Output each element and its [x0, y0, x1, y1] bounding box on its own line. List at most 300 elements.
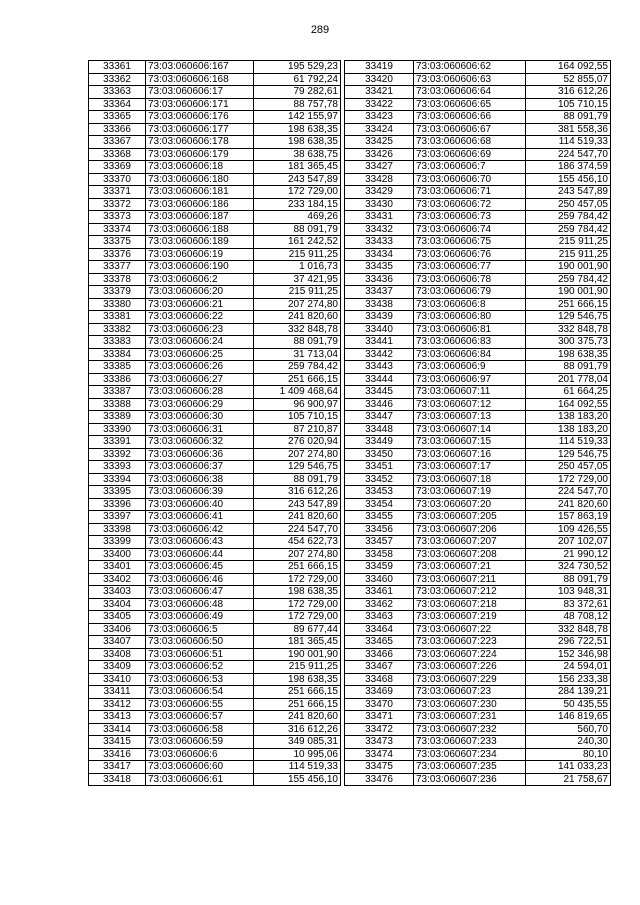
- table-row: [345, 448, 611, 461]
- value-cell: 37 421,95: [254, 273, 341, 286]
- value-cell: 300 375,73: [526, 336, 611, 349]
- value-cell: 215 911,25: [526, 236, 611, 249]
- value-cell: 164 092,55: [526, 398, 611, 411]
- row-number-cell: 33443: [345, 361, 414, 374]
- row-number-cell: 33373: [89, 211, 146, 224]
- table-row: [89, 461, 341, 474]
- value-cell: 259 784,42: [526, 211, 611, 224]
- cadastral-number-cell: 73:03:060606:186: [146, 198, 254, 211]
- cadastral-number-cell: 73:03:060606:181: [146, 186, 254, 199]
- table-row: [345, 248, 611, 261]
- value-cell: 52 855,07: [526, 73, 611, 86]
- row-number-cell: 33409: [89, 661, 146, 674]
- row-number-cell: 33448: [345, 423, 414, 436]
- row-number-cell: 33430: [345, 198, 414, 211]
- value-cell: 114 519,33: [254, 761, 341, 774]
- value-cell: 241 820,60: [526, 498, 611, 511]
- table-row: [345, 561, 611, 574]
- value-cell: 316 612,26: [254, 723, 341, 736]
- table-row: [89, 211, 341, 224]
- value-cell: 141 033,23: [526, 761, 611, 774]
- row-number-cell: 33371: [89, 186, 146, 199]
- value-cell: 243 547,89: [254, 173, 341, 186]
- value-cell: 24 594,01: [526, 661, 611, 674]
- table-row: [345, 661, 611, 674]
- row-number-cell: 33438: [345, 298, 414, 311]
- cadastral-number-cell: 73:03:060607:205: [414, 511, 526, 524]
- table-row: [345, 348, 611, 361]
- table-row: [89, 136, 341, 149]
- value-cell: 87 210,87: [254, 423, 341, 436]
- row-number-cell: 33389: [89, 411, 146, 424]
- row-number-cell: 33382: [89, 323, 146, 336]
- cadastral-number-cell: 73:03:060607:232: [414, 723, 526, 736]
- table-row: [89, 536, 341, 549]
- row-number-cell: 33406: [89, 623, 146, 636]
- row-number-cell: 33402: [89, 573, 146, 586]
- table-row: [345, 473, 611, 486]
- cadastral-number-cell: 73:03:060606:177: [146, 123, 254, 136]
- row-number-cell: 33428: [345, 173, 414, 186]
- row-number-cell: 33472: [345, 723, 414, 736]
- row-number-cell: 33467: [345, 661, 414, 674]
- cadastral-number-cell: 73:03:060607:234: [414, 748, 526, 761]
- row-number-cell: 33457: [345, 536, 414, 549]
- value-cell: 31 713,04: [254, 348, 341, 361]
- cadastral-number-cell: 73:03:060606:27: [146, 373, 254, 386]
- value-cell: 560,70: [526, 723, 611, 736]
- row-number-cell: 33441: [345, 336, 414, 349]
- table-row: [89, 286, 341, 299]
- value-cell: 276 020,94: [254, 436, 341, 449]
- row-number-cell: 33424: [345, 123, 414, 136]
- value-cell: 190 001,90: [254, 648, 341, 661]
- row-number-cell: 33387: [89, 386, 146, 399]
- value-cell: 155 456,10: [254, 773, 341, 786]
- row-number-cell: 33361: [89, 61, 146, 74]
- row-number-cell: 33385: [89, 361, 146, 374]
- row-number-cell: 33412: [89, 698, 146, 711]
- cadastral-number-cell: 73:03:060606:60: [146, 761, 254, 774]
- value-cell: 152 346,98: [526, 648, 611, 661]
- value-cell: 332 848,78: [254, 323, 341, 336]
- table-row: [345, 161, 611, 174]
- cadastral-number-cell: 73:03:060606:74: [414, 223, 526, 236]
- cadastral-number-cell: 73:03:060606:58: [146, 723, 254, 736]
- row-number-cell: 33399: [89, 536, 146, 549]
- row-number-cell: 33423: [345, 111, 414, 124]
- value-cell: 296 722,51: [526, 636, 611, 649]
- table-row: [89, 711, 341, 724]
- cadastral-number-cell: 73:03:060607:207: [414, 536, 526, 549]
- cadastral-number-cell: 73:03:060606:50: [146, 636, 254, 649]
- cadastral-number-cell: 73:03:060607:15: [414, 436, 526, 449]
- table-row: [345, 361, 611, 374]
- row-number-cell: 33368: [89, 148, 146, 161]
- cadastral-number-cell: 73:03:060606:17: [146, 86, 254, 99]
- table-row: [89, 111, 341, 124]
- value-cell: 332 848,78: [526, 323, 611, 336]
- table-row: [89, 411, 341, 424]
- row-number-cell: 33377: [89, 261, 146, 274]
- row-number-cell: 33366: [89, 123, 146, 136]
- value-cell: 251 666,15: [254, 561, 341, 574]
- row-number-cell: 33456: [345, 523, 414, 536]
- table-row: [345, 486, 611, 499]
- table-row: [89, 523, 341, 536]
- table-row: [89, 236, 341, 249]
- row-number-cell: 33470: [345, 698, 414, 711]
- value-cell: 207 274,80: [254, 298, 341, 311]
- cadastral-number-cell: 73:03:060607:12: [414, 398, 526, 411]
- value-cell: 61 664,25: [526, 386, 611, 399]
- cadastral-number-cell: 73:03:060606:45: [146, 561, 254, 574]
- value-cell: 157 863,19: [526, 511, 611, 524]
- cadastral-number-cell: 73:03:060607:235: [414, 761, 526, 774]
- cadastral-number-cell: 73:03:060607:223: [414, 636, 526, 649]
- table-row: [345, 698, 611, 711]
- row-number-cell: 33379: [89, 286, 146, 299]
- row-number-cell: 33401: [89, 561, 146, 574]
- table-row: [345, 173, 611, 186]
- table-row: [345, 573, 611, 586]
- row-number-cell: 33417: [89, 761, 146, 774]
- value-cell: 198 638,35: [254, 586, 341, 599]
- row-number-cell: 33466: [345, 648, 414, 661]
- cadastral-number-cell: 73:03:060607:230: [414, 698, 526, 711]
- value-cell: 349 085,31: [254, 736, 341, 749]
- row-number-cell: 33454: [345, 498, 414, 511]
- row-number-cell: 33383: [89, 336, 146, 349]
- value-cell: 198 638,35: [254, 123, 341, 136]
- row-number-cell: 33408: [89, 648, 146, 661]
- table-row: [89, 611, 341, 624]
- value-cell: 215 911,25: [254, 248, 341, 261]
- cadastral-number-cell: 73:03:060606:78: [414, 273, 526, 286]
- value-cell: 316 612,26: [526, 86, 611, 99]
- row-number-cell: 33418: [89, 773, 146, 786]
- cadastral-number-cell: 73:03:060606:41: [146, 511, 254, 524]
- cadastral-number-cell: 73:03:060606:32: [146, 436, 254, 449]
- table-row: [89, 673, 341, 686]
- value-cell: 190 001,90: [526, 286, 611, 299]
- cadastral-number-cell: 73:03:060606:22: [146, 311, 254, 324]
- cadastral-number-cell: 73:03:060607:231: [414, 711, 526, 724]
- cadastral-number-cell: 73:03:060606:18: [146, 161, 254, 174]
- cadastral-number-cell: 73:03:060606:30: [146, 411, 254, 424]
- row-number-cell: 33362: [89, 73, 146, 86]
- cadastral-number-cell: 73:03:060607:14: [414, 423, 526, 436]
- value-cell: 215 911,25: [254, 661, 341, 674]
- table-row: [89, 386, 341, 399]
- cadastral-number-cell: 73:03:060606:47: [146, 586, 254, 599]
- row-number-cell: 33420: [345, 73, 414, 86]
- table-row: [345, 436, 611, 449]
- row-number-cell: 33452: [345, 473, 414, 486]
- table-row: [345, 136, 611, 149]
- cadastral-number-cell: 73:03:060606:72: [414, 198, 526, 211]
- data-table-left: [88, 60, 341, 786]
- table-row: [89, 261, 341, 274]
- table-row: [89, 723, 341, 736]
- value-cell: 250 457,05: [526, 198, 611, 211]
- table-row: [345, 736, 611, 749]
- table-row: [89, 648, 341, 661]
- table-row: [89, 423, 341, 436]
- value-cell: 96 900,97: [254, 398, 341, 411]
- table-row: [345, 748, 611, 761]
- cadastral-number-cell: 73:03:060607:13: [414, 411, 526, 424]
- value-cell: 129 546,75: [254, 461, 341, 474]
- table-row: [345, 261, 611, 274]
- table-row: [89, 548, 341, 561]
- cadastral-number-cell: 73:03:060607:211: [414, 573, 526, 586]
- table-row: [89, 98, 341, 111]
- cadastral-number-cell: 73:03:060606:25: [146, 348, 254, 361]
- value-cell: 88 091,79: [526, 361, 611, 374]
- cadastral-number-cell: 73:03:060606:39: [146, 486, 254, 499]
- row-number-cell: 33370: [89, 173, 146, 186]
- cadastral-number-cell: 73:03:060606:36: [146, 448, 254, 461]
- value-cell: 88 091,79: [526, 573, 611, 586]
- value-cell: 21 990,12: [526, 548, 611, 561]
- cadastral-number-cell: 73:03:060606:77: [414, 261, 526, 274]
- cadastral-number-cell: 73:03:060606:61: [146, 773, 254, 786]
- row-number-cell: 33460: [345, 573, 414, 586]
- value-cell: 259 784,42: [526, 273, 611, 286]
- value-cell: 10 995,06: [254, 748, 341, 761]
- table-row: [89, 448, 341, 461]
- cadastral-number-cell: 73:03:060606:44: [146, 548, 254, 561]
- row-number-cell: 33414: [89, 723, 146, 736]
- table-row: [345, 511, 611, 524]
- table-row: [89, 573, 341, 586]
- table-row: [89, 373, 341, 386]
- row-number-cell: 33375: [89, 236, 146, 249]
- value-cell: 186 374,59: [526, 161, 611, 174]
- table-row: [345, 323, 611, 336]
- cadastral-number-cell: 73:03:060606:65: [414, 98, 526, 111]
- value-cell: 21 758,67: [526, 773, 611, 786]
- row-number-cell: 33440: [345, 323, 414, 336]
- table-row: [89, 586, 341, 599]
- table-row: [89, 761, 341, 774]
- table-row: [345, 298, 611, 311]
- value-cell: 259 784,42: [526, 223, 611, 236]
- row-number-cell: 33404: [89, 598, 146, 611]
- cadastral-number-cell: 73:03:060606:37: [146, 461, 254, 474]
- table-row: [345, 211, 611, 224]
- table-row: [89, 661, 341, 674]
- value-cell: 181 365,45: [254, 161, 341, 174]
- cadastral-number-cell: 73:03:060606:76: [414, 248, 526, 261]
- table-row: [89, 336, 341, 349]
- value-cell: 198 638,35: [526, 348, 611, 361]
- value-cell: 138 183,20: [526, 423, 611, 436]
- cadastral-number-cell: 73:03:060606:71: [414, 186, 526, 199]
- value-cell: 454 622,73: [254, 536, 341, 549]
- cadastral-number-cell: 73:03:060606:168: [146, 73, 254, 86]
- value-cell: 88 757,78: [254, 98, 341, 111]
- value-cell: 201 778,04: [526, 373, 611, 386]
- table-row: [345, 548, 611, 561]
- value-cell: 50 435,55: [526, 698, 611, 711]
- table-row: [89, 561, 341, 574]
- row-number-cell: 33384: [89, 348, 146, 361]
- row-number-cell: 33415: [89, 736, 146, 749]
- cadastral-number-cell: 73:03:060606:187: [146, 211, 254, 224]
- row-number-cell: 33459: [345, 561, 414, 574]
- row-number-cell: 33471: [345, 711, 414, 724]
- table-row: [345, 648, 611, 661]
- cadastral-number-cell: 73:03:060607:212: [414, 586, 526, 599]
- value-cell: 198 638,35: [254, 673, 341, 686]
- row-number-cell: 33426: [345, 148, 414, 161]
- data-table-right: [344, 60, 611, 786]
- cadastral-number-cell: 73:03:060606:97: [414, 373, 526, 386]
- cadastral-number-cell: 73:03:060607:229: [414, 673, 526, 686]
- value-cell: 172 729,00: [526, 473, 611, 486]
- value-cell: 88 091,79: [254, 336, 341, 349]
- table-row: [345, 761, 611, 774]
- value-cell: 79 282,61: [254, 86, 341, 99]
- row-number-cell: 33427: [345, 161, 414, 174]
- row-number-cell: 33450: [345, 448, 414, 461]
- cadastral-number-cell: 73:03:060606:5: [146, 623, 254, 636]
- cadastral-number-cell: 73:03:060607:23: [414, 686, 526, 699]
- cadastral-number-cell: 73:03:060606:180: [146, 173, 254, 186]
- value-cell: 89 677,44: [254, 623, 341, 636]
- cadastral-number-cell: 73:03:060606:63: [414, 73, 526, 86]
- row-number-cell: 33473: [345, 736, 414, 749]
- cadastral-number-cell: 73:03:060606:70: [414, 173, 526, 186]
- value-cell: 38 638,75: [254, 148, 341, 161]
- cadastral-number-cell: 73:03:060607:219: [414, 611, 526, 624]
- cadastral-number-cell: 73:03:060606:20: [146, 286, 254, 299]
- cadastral-number-cell: 73:03:060606:54: [146, 686, 254, 699]
- value-cell: 88 091,79: [254, 473, 341, 486]
- table-row: [345, 636, 611, 649]
- row-number-cell: 33445: [345, 386, 414, 399]
- table-row: [345, 286, 611, 299]
- table-row: [89, 123, 341, 136]
- table-row: [89, 61, 341, 74]
- table-row: [345, 123, 611, 136]
- value-cell: 243 547,89: [526, 186, 611, 199]
- table-row: [89, 736, 341, 749]
- row-number-cell: 33380: [89, 298, 146, 311]
- row-number-cell: 33419: [345, 61, 414, 74]
- table-row: [345, 98, 611, 111]
- row-number-cell: 33458: [345, 548, 414, 561]
- table-row: [345, 148, 611, 161]
- table-row: [89, 686, 341, 699]
- value-cell: 316 612,26: [254, 486, 341, 499]
- table-row: [89, 148, 341, 161]
- table-row: [345, 586, 611, 599]
- value-cell: 469,26: [254, 211, 341, 224]
- table-row: [345, 373, 611, 386]
- row-number-cell: 33394: [89, 473, 146, 486]
- cadastral-number-cell: 73:03:060607:226: [414, 661, 526, 674]
- cadastral-number-cell: 73:03:060606:49: [146, 611, 254, 624]
- row-number-cell: 33374: [89, 223, 146, 236]
- cadastral-number-cell: 73:03:060606:29: [146, 398, 254, 411]
- value-cell: 172 729,00: [254, 573, 341, 586]
- row-number-cell: 33410: [89, 673, 146, 686]
- cadastral-number-cell: 73:03:060606:31: [146, 423, 254, 436]
- value-cell: 190 001,90: [526, 261, 611, 274]
- cadastral-number-cell: 73:03:060606:178: [146, 136, 254, 149]
- row-number-cell: 33397: [89, 511, 146, 524]
- row-number-cell: 33407: [89, 636, 146, 649]
- table-row: [89, 698, 341, 711]
- cadastral-number-cell: 73:03:060606:190: [146, 261, 254, 274]
- cadastral-number-cell: 73:03:060606:28: [146, 386, 254, 399]
- value-cell: 251 666,15: [254, 373, 341, 386]
- row-number-cell: 33463: [345, 611, 414, 624]
- value-cell: 250 457,05: [526, 461, 611, 474]
- table-row: [89, 486, 341, 499]
- cadastral-number-cell: 73:03:060607:16: [414, 448, 526, 461]
- cadastral-number-cell: 73:03:060606:38: [146, 473, 254, 486]
- table-row: [345, 686, 611, 699]
- table-row: [89, 636, 341, 649]
- row-number-cell: 33396: [89, 498, 146, 511]
- table-row: [89, 498, 341, 511]
- cadastral-number-cell: 73:03:060606:59: [146, 736, 254, 749]
- table-row: [345, 411, 611, 424]
- value-cell: 195 529,23: [254, 61, 341, 74]
- table-row: [89, 398, 341, 411]
- row-number-cell: 33435: [345, 261, 414, 274]
- value-cell: 224 547,70: [526, 486, 611, 499]
- table-row: [345, 423, 611, 436]
- cadastral-number-cell: 73:03:060607:20: [414, 498, 526, 511]
- cadastral-number-cell: 73:03:060606:57: [146, 711, 254, 724]
- value-cell: 80,10: [526, 748, 611, 761]
- cadastral-number-cell: 73:03:060606:68: [414, 136, 526, 149]
- value-cell: 138 183,20: [526, 411, 611, 424]
- cadastral-number-cell: 73:03:060607:18: [414, 473, 526, 486]
- value-cell: 48 708,12: [526, 611, 611, 624]
- row-number-cell: 33365: [89, 111, 146, 124]
- row-number-cell: 33395: [89, 486, 146, 499]
- cadastral-number-cell: 73:03:060606:9: [414, 361, 526, 374]
- row-number-cell: 33431: [345, 211, 414, 224]
- row-number-cell: 33403: [89, 586, 146, 599]
- value-cell: 241 820,60: [254, 711, 341, 724]
- row-number-cell: 33455: [345, 511, 414, 524]
- table-row: [89, 186, 341, 199]
- cadastral-number-cell: 73:03:060606:43: [146, 536, 254, 549]
- value-cell: 215 911,25: [254, 286, 341, 299]
- table-row: [89, 748, 341, 761]
- value-cell: 224 547,70: [254, 523, 341, 536]
- cadastral-number-cell: 73:03:060606:83: [414, 336, 526, 349]
- value-cell: 88 091,79: [254, 223, 341, 236]
- cadastral-number-cell: 73:03:060606:189: [146, 236, 254, 249]
- row-number-cell: 33405: [89, 611, 146, 624]
- value-cell: 172 729,00: [254, 611, 341, 624]
- value-cell: 259 784,42: [254, 361, 341, 374]
- value-cell: 155 456,10: [526, 173, 611, 186]
- row-number-cell: 33464: [345, 623, 414, 636]
- row-number-cell: 33453: [345, 486, 414, 499]
- cadastral-number-cell: 73:03:060606:179: [146, 148, 254, 161]
- cadastral-number-cell: 73:03:060606:80: [414, 311, 526, 324]
- row-number-cell: 33416: [89, 748, 146, 761]
